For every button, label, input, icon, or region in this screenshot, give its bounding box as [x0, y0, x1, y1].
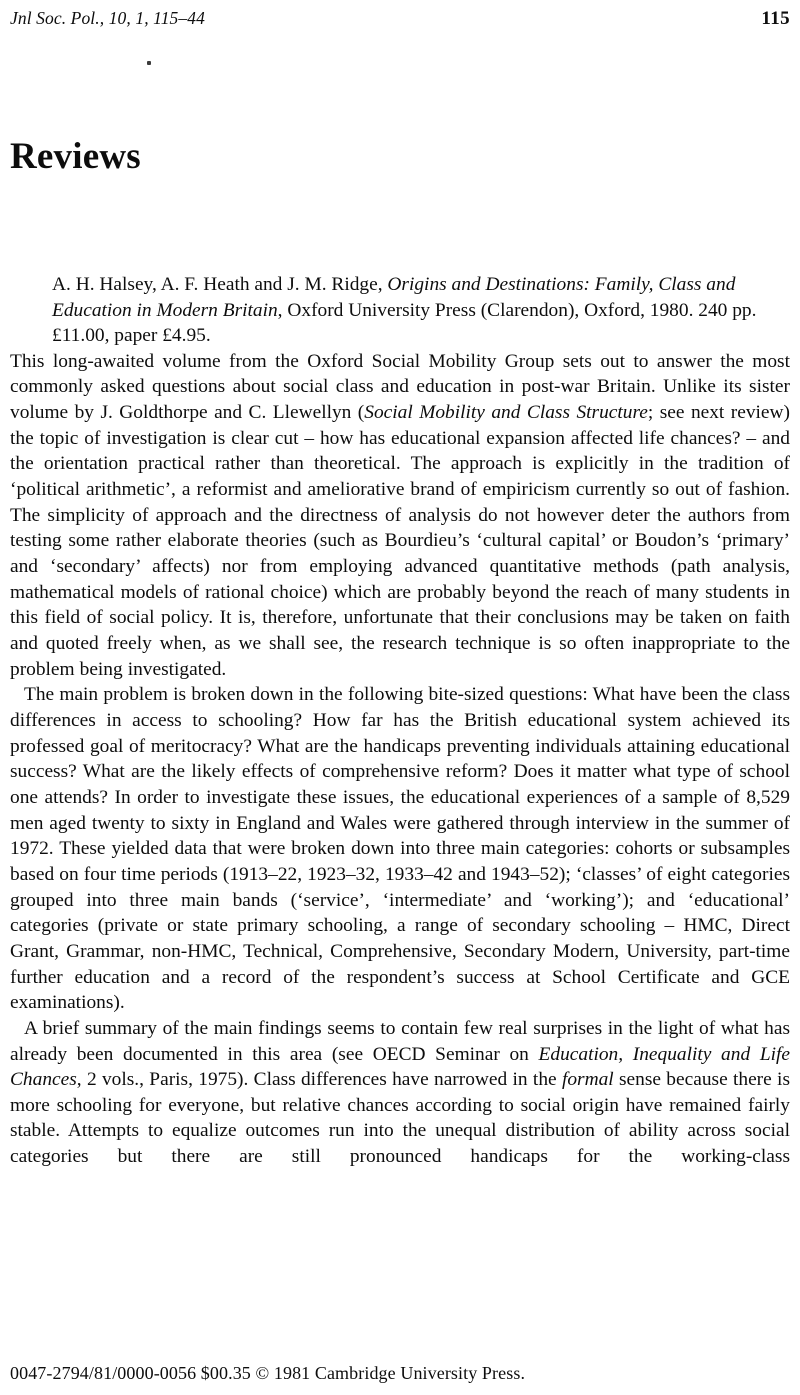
text-run: The main problem is broken down in the following bite-sized questions: What have been the class differences in access to schooling? How far has the British educational system achieved its professed goal of meritocracy? What are the handicaps preventing individuals attaining educational success? What are the likely effects of comprehensive reform? Does it matter what type of school one attends? In order to investigate these issues, the educational experiences of a sample of 8,529 men aged twenty to sixty in England and Wales were gathered through interview in the summer of 1972. These yielded data that were broken down into three main categories: cohorts or subsamples based on four time periods (1913–22, 1923–32, 1933–42 and 1943–52); ‘classes’ of eight categories grouped into three main bands (‘service’, ‘intermediate’ and ‘working’); and ‘educational’ categories (private or state primary schooling, a range of secondary schooling – HMC, Direct Grant, Grammar, non-HMC, Technical, Comprehensive, Secondary Modern, University, part-time further education and a record of the respondent’s success at School Certificate and GCE examinations). — [10, 684, 790, 1014]
italic-text-run: Social Mobility and Class Structure — [364, 402, 648, 424]
text-run: , 2 vols., Paris, 1975). Class differences have narrowed in the — [76, 1069, 562, 1091]
running-head — [10, 8, 790, 34]
citation-authors: A. H. Halsey, A. F. Heath and J. M. Ridge, — [52, 274, 388, 295]
review-paragraph — [10, 1016, 790, 1170]
page-number: 115 — [761, 8, 790, 29]
review-paragraphs — [10, 349, 790, 1170]
citation-publication-details: , Oxford University Press (Clarendon), Oxford, 1980. 240 pp. £11.00, paper £4.95. — [52, 299, 757, 347]
text-run: ; see next review) the topic of investigation is clear cut – how has educational expansion affected life chances? – and the orientation practical rather than theoretical. The approach is explicitly in the tradition of ‘political arithmetic’, a reformist and ameliorative brand of empiricism currently so out of fashion. The simplicity of approach and the directness of analysis do not however deter the authors from testing some rather elaborate theories (such as Bourdieu’s ‘cultural capital’ or Boudon’s ‘primary’ and ‘secondary’ affects) nor from employing advanced quantitative methods (path analysis, mathematical models of rational choice) which are probably beyond the reach of many students in this field of social policy. It is, therefore, unfortunate that their conclusions may be taken on faith and quoted freely when, as we shall see, the research technique is so often inappropriate to the problem being investigated. — [10, 402, 790, 680]
review-paragraph — [10, 349, 790, 683]
text-run: This long-awaited volume from the Oxford Social Mobility Group sets out to answer the most commonly asked questions about social class and education in post-war Britain. Unlike its sister volume by J. Goldthorpe and C. Llewellyn ( — [10, 350, 790, 424]
copyright-footer: 0047-2794/81/0000-0056 $00.35 © 1981 Cambridge University Press. — [10, 1363, 526, 1383]
book-citation — [52, 272, 790, 349]
text-run: A brief summary of the main findings seems to contain few real surprises in the light of what has already been documented in this area (see OECD Seminar on — [10, 1017, 790, 1065]
scan-artifact-speck — [147, 61, 151, 65]
review-paragraph — [10, 682, 790, 1016]
citation-book-title: Origins and Destinations: Family, Class and Education in Modern Britain — [52, 274, 736, 321]
page-title: Reviews — [10, 135, 141, 177]
article-body-column — [10, 272, 790, 1170]
italic-text-run: formal — [561, 1069, 614, 1091]
running-head-citation: Jnl Soc. Pol., 10, 1, 115–44 — [10, 8, 205, 28]
text-run: sense because there is more schooling for everyone, but relative chances according to social origin have remained fairly stable. Attempts to equalize outcomes run into the unequal distribution of ability across social categories but there are still pronounced handicaps for the working-class — [10, 1069, 790, 1168]
italic-text-run: Education, Inequality and Life Chances — [10, 1043, 790, 1091]
